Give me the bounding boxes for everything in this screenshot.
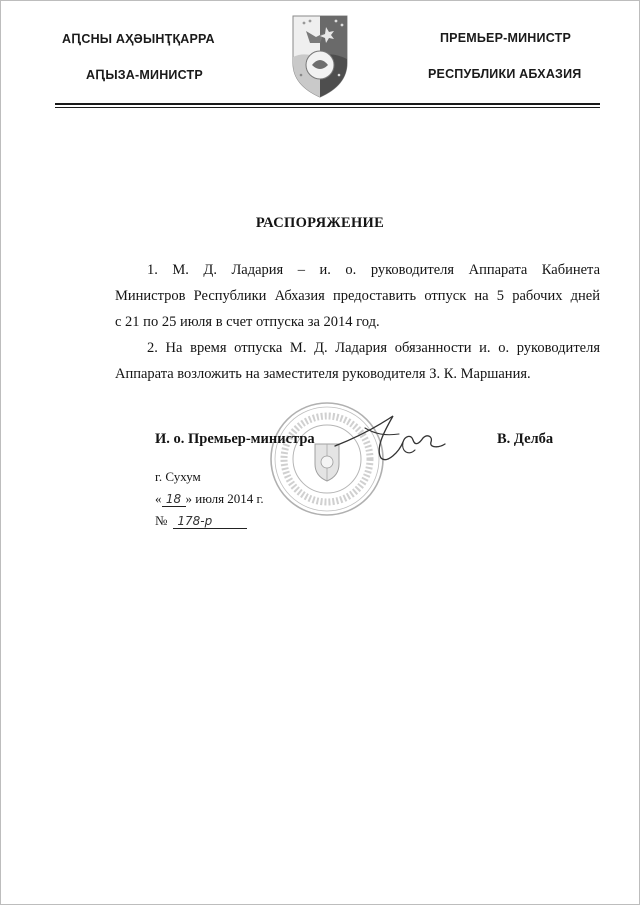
paragraph-1-line-2: Министров Республики Абхазия предоставить отпуск на 5 рабочих дней	[115, 288, 600, 304]
paragraph-2-line-1: 2. На время отпуска М. Д. Ладария обязанности и. о. руководителя	[147, 340, 600, 356]
paragraph-1-line-3: с 21 по 25 июля в счет отпуска за 2014 год.	[115, 314, 380, 330]
paragraph-2	[115, 335, 600, 387]
date-day-handwritten: 18	[162, 492, 186, 507]
signatory-name: В. Делба	[497, 431, 554, 447]
paragraph-2-line-2: Аппарата возложить на заместителя руководителя З. К. Маршания.	[115, 366, 531, 382]
number-value-handwritten: 178-р	[173, 514, 247, 529]
issue-date	[155, 491, 264, 507]
issue-place: г. Сухум	[155, 469, 201, 484]
signatory-role: И. о. Премьер-министра	[155, 431, 315, 447]
header-rule-thin	[55, 107, 600, 108]
header-left-line1: АԤСНЫ АҲӘЫНҬҚАРРА	[62, 32, 215, 46]
paragraph-1-line-1: 1. М. Д. Ладария – и. о. руководителя Аппарата Кабинета	[147, 262, 600, 278]
number-sign: №	[155, 513, 168, 528]
date-suffix: » июля 2014 г.	[185, 491, 264, 506]
handwritten-signature	[315, 408, 465, 468]
coat-of-arms-emblem	[290, 13, 350, 99]
header-right-line2: РЕСПУБЛИКИ АБХАЗИЯ	[428, 67, 582, 81]
header-left-line2: АԤЫЗА-МИНИСТР	[86, 68, 203, 82]
paragraph-1	[115, 257, 600, 335]
date-prefix: «	[155, 491, 162, 506]
document-title: РАСПОРЯЖЕНИЕ	[255, 215, 385, 231]
header-rule-thick	[55, 103, 600, 105]
header-right-line1: ПРЕМЬЕР-МИНИСТР	[440, 31, 571, 45]
document-number	[155, 513, 247, 529]
